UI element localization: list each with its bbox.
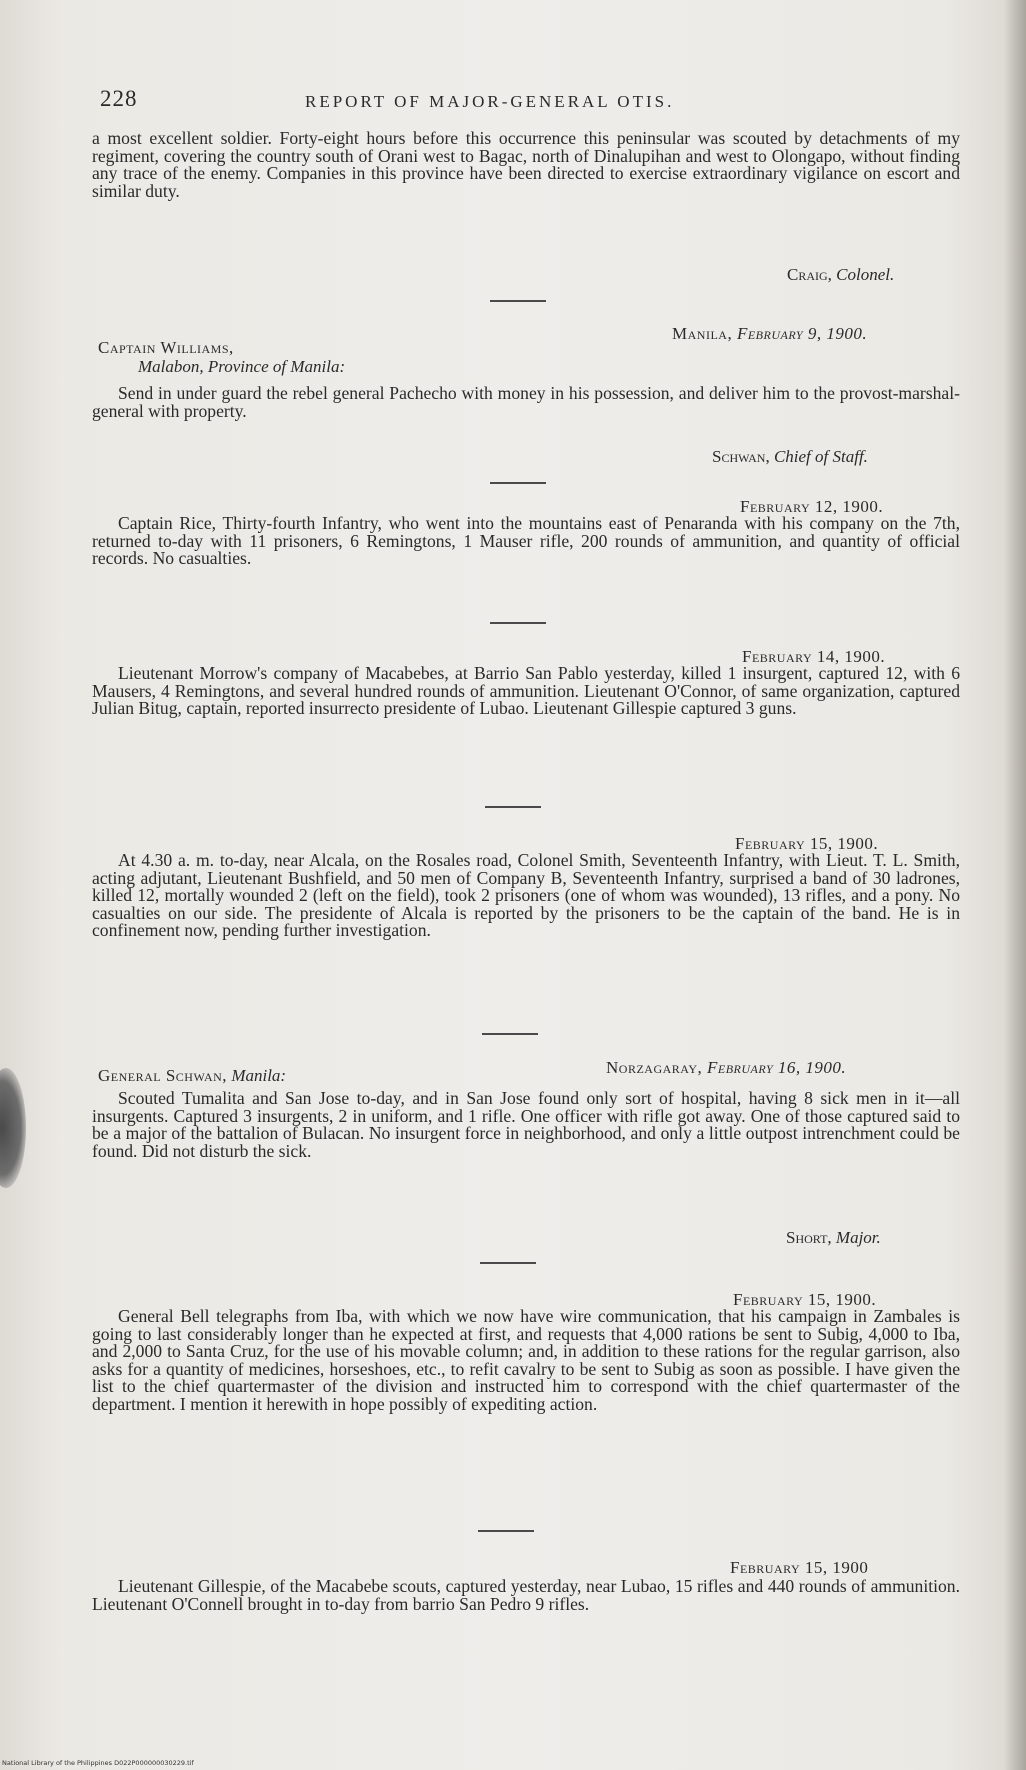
- dateline-feb15-bell: February 15, 1900.: [733, 1290, 877, 1309]
- section-divider: [480, 1262, 536, 1264]
- page-header: [100, 86, 940, 116]
- section-divider: [490, 300, 546, 302]
- paragraph-pachecho: Send in under guard the rebel general Pachecho with money in his possession, and deliver him to the provost-marshal-general with property.: [92, 383, 960, 421]
- dateline-feb15-gillespie: February 15, 1900: [730, 1558, 869, 1577]
- signature-name: Craig,: [787, 265, 832, 284]
- paragraph-gillespie: Lieutenant Gillespie, of the Macabebe scouts, captured yesterday, near Lubao, 15 rifles and 440 rounds of ammunition. Lieutenant O'Connell brought in to-day from barrio San Pedro 9 rifles.: [92, 1576, 960, 1614]
- book-spine-shadow: [1004, 0, 1026, 1770]
- dateline-norzagaray: [606, 1058, 846, 1078]
- dateline-place: Norzagaray,: [606, 1058, 703, 1077]
- dateline-place: Manila,: [672, 324, 733, 343]
- scan-footer: National Library of the Philippines D022P000000030229.tif: [2, 1759, 194, 1767]
- paragraph-tumalita: Scouted Tumalita and San Jose to-day, and in San Jose found only sort of hospital, having 8 sick men in it—all insurgents. Captured 3 insurgents, 2 in uniform, and 1 rifle. One officer with rifle got away. One of those captured said to be a major of the battalion of Bulacan. No insurgent force in neighborhood, and only a little outpost intrenchment could be found. Did not disturb the sick.: [92, 1088, 960, 1161]
- running-title: REPORT OF MAJOR-GENERAL OTIS.: [305, 92, 675, 111]
- addressee-location: Malabon, Province of Manila:: [138, 357, 346, 376]
- dateline-feb15-alcala: February 15, 1900.: [735, 834, 879, 853]
- dateline-feb14: February 14, 1900.: [742, 647, 886, 666]
- paragraph-craig: a most excellent soldier. Forty-eight hours before this occurrence this peninsular was scouted by detachments of my regiment, covering the country south of Orani west to Bagac, north of Dinalupihan and west to Olongapo, without finding any trace of the enemy. Companies in this province have been directed to exercise extraordinary vigilance on escort and similar duty.: [92, 128, 960, 201]
- dateline-date: February 9, 1900.: [736, 324, 868, 343]
- signature-title: Chief of Staff.: [773, 447, 868, 466]
- signature-name: Short,: [786, 1228, 832, 1247]
- section-divider: [490, 482, 546, 484]
- dateline-manila: [672, 324, 867, 344]
- section-divider: [478, 1530, 534, 1532]
- signature-craig: [787, 265, 894, 285]
- addressee-name: Captain Williams,: [98, 338, 234, 357]
- page-number: 228: [100, 86, 138, 111]
- section-divider: [490, 622, 546, 624]
- paragraph-morrow: Lieutenant Morrow's company of Macabebes, at Barrio San Pablo yesterday, killed 1 insurgent, captured 12, with 6 Mausers, 4 Remingtons, and several hundred rounds of ammunition. Lieutenant O'Connor, of same organization, captured Julian Bitug, captain, reported insurrecto presidente of Lubao. Lieutenant Gillespie captured 3 guns.: [92, 663, 960, 719]
- dateline-feb12: February 12, 1900.: [740, 497, 884, 516]
- paragraph-alcala: At 4.30 a. m. to-day, near Alcala, on the Rosales road, Colonel Smith, Seventeenth Infantry, with Lieut. T. L. Smith, acting adjutant, Lieutenant Bushfield, and 50 men of Company B, Seventeenth Infantry, surprised a band of 30 ladrones, killed 12, mortally wounded 2 (left on the field), took 2 prisoners (one of whom was wounded), 13 rifles, and a pony. No casualties on our side. The presidente of Alcala is reported by the prisoners to be the captain of the band. He is in confinement now, pending further investigation.: [92, 850, 960, 941]
- signature-schwan: [712, 447, 868, 467]
- signature-title: Colonel.: [836, 265, 895, 284]
- signature-title: Major.: [835, 1228, 881, 1247]
- signature-name: Schwan,: [712, 447, 770, 466]
- addressee-schwan: [98, 1066, 286, 1086]
- paragraph-rice: Captain Rice, Thirty-fourth Infantry, who went into the mountains east of Penaranda with his company on the 7th, returned to-day with 11 prisoners, 6 Remingtons, 1 Mauser rifle, 200 rounds of ammunition, and quantity of official records. No casualties.: [92, 513, 960, 569]
- signature-short: [786, 1228, 881, 1248]
- addressee-location: Manila:: [231, 1066, 287, 1085]
- dateline-date: February 16, 1900.: [707, 1058, 847, 1077]
- section-divider: [482, 1033, 538, 1035]
- thumb-shadow: [0, 1068, 26, 1188]
- paragraph-bell: General Bell telegraphs from Iba, with which we now have wire communication, that his campaign in Zambales is going to last considerably longer than he expected at first, and requests that 4,000 rations be sent to Subig, 4,000 to Iba, and 2,000 to Santa Cruz, for the use of his movable column; and, in addition to these rations for the regular garrison, also asks for a quantity of medicines, horseshoes, etc., to refit cavalry to be sent to Subig as soon as possible. I have given the list to the chief quartermaster of the division and instructed him to correspond with the chief quartermaster of the department. I mention it herewith in hope possibly of expediting action.: [92, 1306, 960, 1414]
- section-divider: [485, 806, 541, 808]
- addressee-name: General Schwan,: [98, 1066, 228, 1085]
